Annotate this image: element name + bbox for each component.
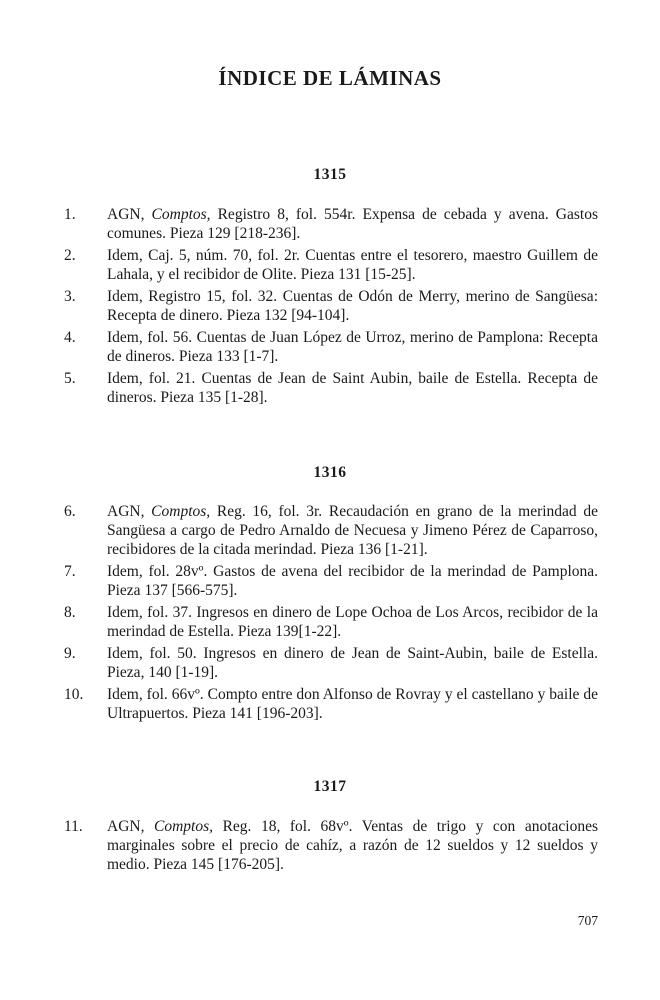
entry-text: Idem, fol. 66vº. Compto entre don Alfonso de Rovray y el castellano y baile de Ultrapuertos. Pieza 141 [196-203]. (107, 686, 598, 722)
list-item (64, 205, 598, 243)
list-item (64, 246, 598, 284)
entry-number: 1. (64, 206, 76, 223)
entry-text: AGN, (107, 206, 152, 223)
entry-number: 2. (64, 247, 76, 264)
entry-number: 8. (64, 604, 76, 621)
entry-number: 11. (64, 818, 83, 835)
entry-text: AGN, (107, 503, 152, 520)
entry-list-1315 (64, 205, 598, 410)
entry-number: 10. (64, 686, 84, 703)
entry-text-rest: Registro 8, fol. 554r. Expensa de cebada y avena. Gastos comunes. Pieza 129 [218-236]. (107, 206, 598, 242)
entry-text-rest: Reg. 16, fol. 3r. Recaudación en grano de la merindad de Sangüesa a cargo de Pedro Arnaldo de Necuesa y Jimeno Pérez de Caparroso, recibidores de la citada merindad. Pieza 136 [1-21]. (107, 503, 598, 558)
section-year-1316: 1316 (313, 464, 347, 481)
entry-number: 4. (64, 329, 76, 346)
list-item (64, 369, 598, 407)
entry-text: Idem, fol. 28vº. Gastos de avena del recibidor de la merindad de Pamplona. Pieza 137 [566-575]. (107, 563, 598, 599)
list-item (64, 328, 598, 366)
entry-text: Idem, fol. 37. Ingresos en dinero de Lope Ochoa de Los Arcos, recibidor de la merindad de Estella. Pieza 139[1-22]. (107, 604, 598, 640)
entry-list-1316 (64, 502, 598, 726)
entry-number: 6. (64, 503, 76, 520)
entry-text: Idem, fol. 56. Cuentas de Juan López de Urroz, merino de Pamplona: Recepta de dineros. Pieza 133 [1-7]. (107, 329, 598, 365)
entry-text: Idem, fol. 21. Cuentas de Jean de Saint Aubin, baile de Estella. Recepta de dineros. Pieza 135 [1-28]. (107, 370, 598, 406)
entry-text-italic: Comptos, (151, 206, 211, 223)
entry-number: 7. (64, 563, 76, 580)
page-title: ÍNDICE DE LÁMINAS (218, 66, 442, 90)
entry-text: AGN, (107, 818, 155, 835)
entry-text: Idem, fol. 50. Ingresos en dinero de Jean de Saint-Aubin, baile de Estella. Pieza, 140 [1-19]. (107, 645, 598, 681)
entry-text-italic: Comptos, (154, 818, 214, 835)
entry-text: Idem, Caj. 5, núm. 70, fol. 2r. Cuentas entre el tesorero, maestro Guillem de Lahala, y el recibidor de Olite. Pieza 131 [15-25]. (107, 247, 598, 283)
list-item (64, 644, 598, 682)
list-item (64, 502, 598, 559)
entry-list-1317 (64, 817, 598, 877)
entry-number: 5. (64, 370, 76, 387)
entry-number: 3. (64, 288, 76, 305)
entry-text-italic: Comptos, (151, 503, 211, 520)
list-item (64, 685, 598, 723)
section-year-1315: 1315 (313, 166, 347, 183)
page-number: 707 (577, 913, 598, 928)
list-item (64, 603, 598, 641)
list-item (64, 817, 598, 874)
section-year-1317: 1317 (313, 778, 347, 795)
entry-text-rest: Reg. 18, fol. 68vº. Ventas de trigo y con anotaciones marginales sobre el precio de cahíz, a razón de 12 sueldos y 12 sueldos y medio. Pieza 145 [176-205]. (107, 818, 598, 873)
list-item (64, 562, 598, 600)
entry-number: 9. (64, 645, 76, 662)
list-item (64, 287, 598, 325)
entry-text: Idem, Registro 15, fol. 32. Cuentas de Odón de Merry, merino de Sangüesa: Recepta de dinero. Pieza 132 [94-104]. (107, 288, 598, 324)
